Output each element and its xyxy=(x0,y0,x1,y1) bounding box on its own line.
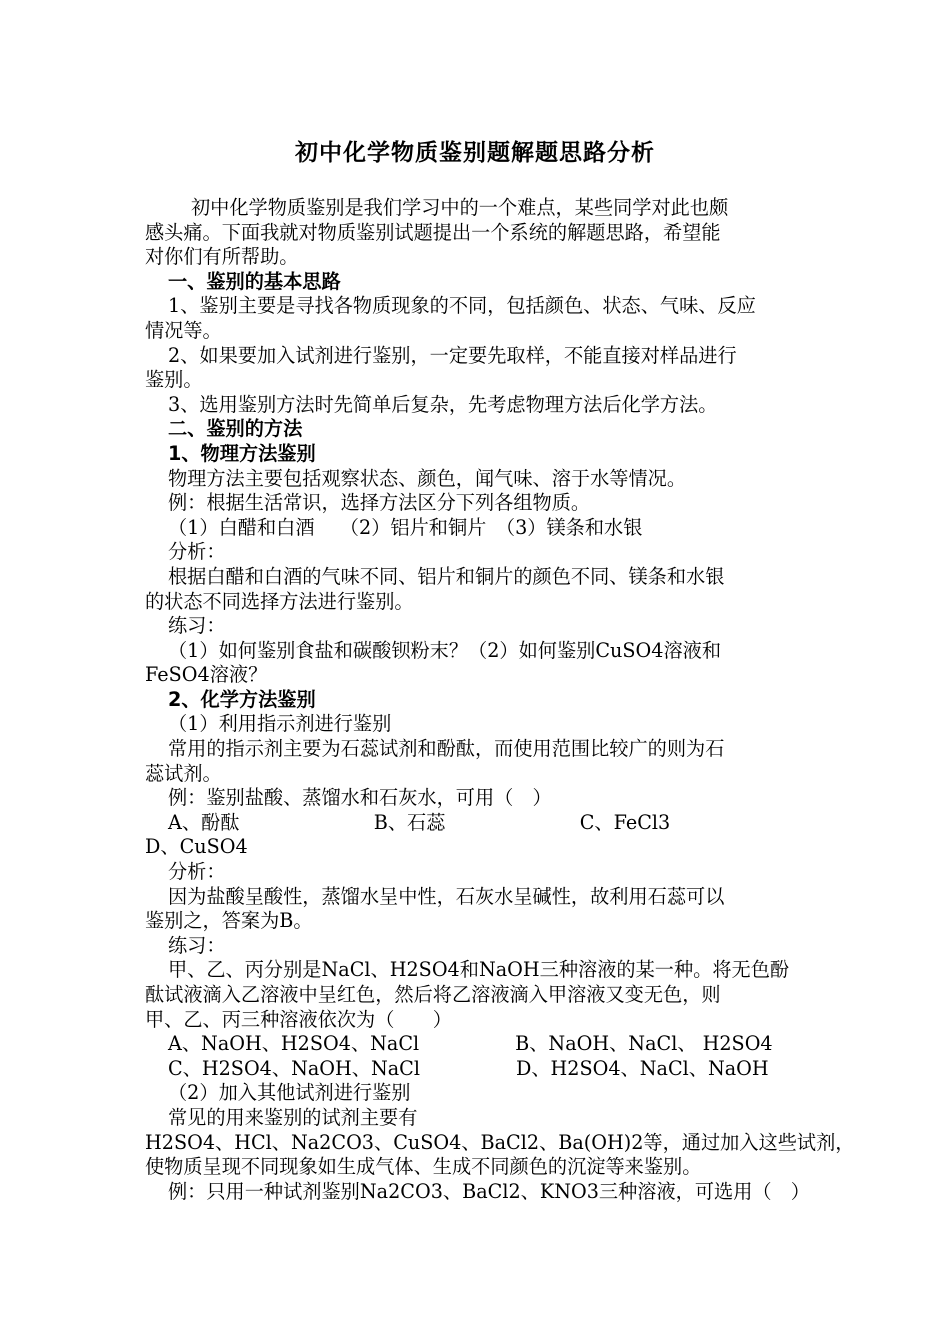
text-line: 例：只用一种试剂鉴别Na2CO3、BaCl2、KNO3三种溶液，可选用（ ） xyxy=(168,1179,810,1203)
text-line: FeSO4溶液？ xyxy=(145,663,268,687)
text-line: 练习： xyxy=(168,614,226,638)
text-line: （1）利用指示剂进行鉴别 xyxy=(168,712,392,736)
text-line: （2）加入其他试剂进行鉴别 xyxy=(168,1081,411,1105)
text-line: D、CuSO4 xyxy=(145,835,248,859)
text-line: （1）如何鉴别食盐和碳酸钡粉末？（2）如何鉴别CuSO4溶液和 xyxy=(168,638,722,662)
text-line: 甲、乙、丙三种溶液依次为（ ） xyxy=(145,1007,452,1031)
text-line: C、H2SO4、NaOH、NaCl D、H2SO4、NaCl、NaOH xyxy=(168,1056,769,1080)
text-line: 2、如果要加入试剂进行鉴别，一定要先取样，不能直接对样品进行 xyxy=(168,343,737,367)
text-line: 感头痛。下面我就对物质鉴别试题提出一个系统的解题思路，希望能 xyxy=(145,220,721,244)
text-line: 练习： xyxy=(168,933,226,957)
text-line: （1）白醋和白酒 （2）铝片和铜片 （3）镁条和水银 xyxy=(168,515,643,539)
section-heading: 二、鉴别的方法 xyxy=(168,417,303,441)
section-heading: 1、物理方法鉴别 xyxy=(168,441,316,465)
section-heading: 一、鉴别的基本思路 xyxy=(168,269,341,293)
document-body xyxy=(145,196,855,1204)
text-line: 甲、乙、丙分别是NaCl、H2SO4和NaOH三种溶液的某一种。将无色酚 xyxy=(168,958,790,982)
text-line: 常见的用来鉴别的试剂主要有 xyxy=(168,1105,418,1129)
text-line: 分析： xyxy=(168,860,226,884)
text-line: 情况等。 xyxy=(145,318,222,342)
text-line: 对你们有所帮助。 xyxy=(145,245,299,269)
text-line: 鉴别之，答案为B。 xyxy=(145,909,313,933)
text-line: 蕊试剂。 xyxy=(145,761,222,785)
text-line: 鉴别。 xyxy=(145,368,203,392)
text-line: 例：根据生活常识，选择方法区分下列各组物质。 xyxy=(168,491,591,515)
text-line: 物理方法主要包括观察状态、颜色，闻气味、溶于水等情况。 xyxy=(168,466,687,490)
document-title: 初中化学物质鉴别题解题思路分析 xyxy=(295,140,655,166)
text-line: 初中化学物质鉴别是我们学习中的一个难点，某些同学对此也颇 xyxy=(191,196,729,219)
text-line: A、NaOH、H2SO4、NaCl B、NaOH、NaCl、 H2SO4 xyxy=(168,1032,773,1056)
text-line: 使物质呈现不同现象如生成气体、生成不同颜色的沉淀等来鉴别。 xyxy=(145,1155,702,1179)
text-line: 1、鉴别主要是寻找各物质现象的不同，包括颜色、状态、气味、反应 xyxy=(168,294,756,318)
text-line: 酞试液滴入乙溶液中呈红色，然后将乙溶液滴入甲溶液又变无色，则 xyxy=(145,983,721,1006)
section-heading: 2、化学方法鉴别 xyxy=(168,687,316,711)
text-line: 的状态不同选择方法进行鉴别。 xyxy=(145,589,414,613)
text-line: 根据白醋和白酒的气味不同、铝片和铜片的颜色不同、镁条和水银 xyxy=(168,564,725,588)
text-line: 因为盐酸呈酸性，蒸馏水呈中性，石灰水呈碱性，故利用石蕊可以 xyxy=(168,884,725,908)
text-line: H2SO4、HCl、Na2CO3、CuSO4、BaCl2、Ba(OH)2等，通过加入这些试剂， xyxy=(145,1130,855,1154)
text-line: 分析： xyxy=(168,540,226,564)
text-line: 常用的指示剂主要为石蕊试剂和酚酞，而使用范围比较广的则为石 xyxy=(168,737,725,761)
text-line: 例：鉴别盐酸、蒸馏水和石灰水，可用（ ） xyxy=(168,786,552,810)
text-line: 3、选用鉴别方法时先简单后复杂，先考虑物理方法后化学方法。 xyxy=(168,392,718,416)
text-line: A、酚酞 B、石蕊 C、FeCl3 xyxy=(168,810,671,834)
